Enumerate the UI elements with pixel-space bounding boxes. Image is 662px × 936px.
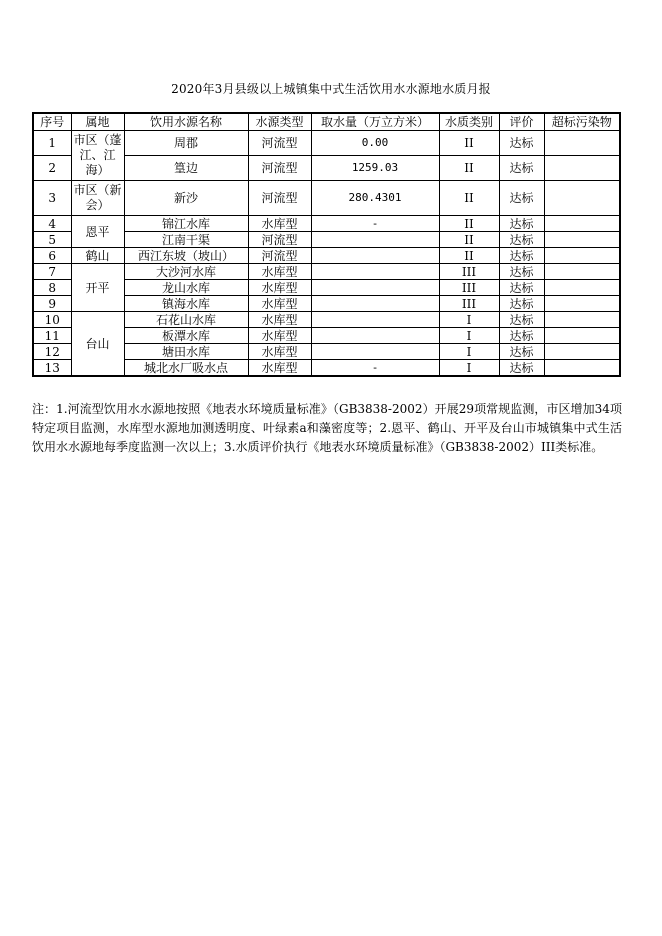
cell-pollutant: [544, 344, 620, 360]
cell-amount: [311, 264, 439, 280]
report-title: 2020年3月县级以上城镇集中式生活饮用水水源地水质月报: [171, 82, 491, 96]
cell-pollutant: [544, 280, 620, 296]
cell-type: 河流型: [248, 248, 311, 264]
cell-no: 6: [33, 248, 71, 264]
cell-name: 周郡: [124, 131, 248, 156]
cell-amount: [311, 296, 439, 312]
cell-type: 水库型: [248, 328, 311, 344]
cell-no: 2: [33, 156, 71, 181]
cell-eval: 达标: [499, 280, 544, 296]
cell-grade: II: [439, 156, 499, 181]
cell-no: 11: [33, 328, 71, 344]
cell-pollutant: [544, 232, 620, 248]
table-row: [33, 216, 620, 232]
table-row: [33, 181, 620, 216]
header-evaluation: 评价: [499, 113, 544, 131]
cell-no: 3: [33, 181, 71, 216]
cell-name: 西江东坡（坡山）: [124, 248, 248, 264]
footnote: 注：1.河流型饮用水水源地按照《地表水环境质量标准》（GB3838-2002）开展29项常规监测，市区增加34项特定项目监测，水库型水源地加测透明度、叶绿素a和藻密度等；2.恩平、鹤山、开平及台山市城镇集中式生活饮用水水源地每季度监测一次以上；3.水质评价执行《地表水环境质量标准》（GB3838-2002）III类标准。: [32, 402, 622, 454]
cell-region: 市区（蓬江、江海）: [71, 131, 124, 181]
table-row: [33, 131, 620, 156]
cell-grade: III: [439, 264, 499, 280]
cell-no: 8: [33, 280, 71, 296]
cell-name: 板潭水库: [124, 328, 248, 344]
cell-type: 河流型: [248, 181, 311, 216]
cell-name: 石花山水库: [124, 312, 248, 328]
cell-amount: -: [311, 216, 439, 232]
cell-region: 市区（新会）: [71, 181, 124, 216]
cell-amount: 280.4301: [311, 181, 439, 216]
cell-pollutant: [544, 156, 620, 181]
cell-type: 水库型: [248, 280, 311, 296]
cell-no: 7: [33, 264, 71, 280]
cell-name: 江南干渠: [124, 232, 248, 248]
cell-amount: [311, 312, 439, 328]
cell-type: 水库型: [248, 216, 311, 232]
cell-grade: II: [439, 181, 499, 216]
table-row: [33, 264, 620, 280]
cell-pollutant: [544, 312, 620, 328]
cell-eval: 达标: [499, 264, 544, 280]
cell-grade: III: [439, 296, 499, 312]
cell-eval: 达标: [499, 248, 544, 264]
cell-name: 锦江水库: [124, 216, 248, 232]
cell-amount: [311, 248, 439, 264]
cell-type: 河流型: [248, 131, 311, 156]
cell-grade: I: [439, 328, 499, 344]
cell-grade: II: [439, 248, 499, 264]
cell-amount: [311, 344, 439, 360]
cell-type: 水库型: [248, 360, 311, 377]
cell-type: 水库型: [248, 264, 311, 280]
cell-no: 10: [33, 312, 71, 328]
cell-name: 塘田水库: [124, 344, 248, 360]
cell-eval: 达标: [499, 131, 544, 156]
header-intake: 取水量（万立方米）: [311, 113, 439, 131]
cell-eval: 达标: [499, 216, 544, 232]
cell-no: 1: [33, 131, 71, 156]
cell-no: 5: [33, 232, 71, 248]
cell-region: 台山: [71, 312, 124, 377]
cell-no: 4: [33, 216, 71, 232]
cell-pollutant: [544, 328, 620, 344]
cell-grade: II: [439, 232, 499, 248]
cell-name: 龙山水库: [124, 280, 248, 296]
header-row: [33, 113, 620, 131]
cell-grade: I: [439, 344, 499, 360]
cell-eval: 达标: [499, 181, 544, 216]
header-source-type: 水源类型: [248, 113, 311, 131]
cell-eval: 达标: [499, 312, 544, 328]
cell-type: 水库型: [248, 296, 311, 312]
cell-pollutant: [544, 264, 620, 280]
header-region: 属地: [71, 113, 124, 131]
cell-name: 城北水厂吸水点: [124, 360, 248, 377]
cell-eval: 达标: [499, 232, 544, 248]
cell-pollutant: [544, 296, 620, 312]
cell-pollutant: [544, 360, 620, 377]
cell-eval: 达标: [499, 296, 544, 312]
cell-pollutant: [544, 216, 620, 232]
cell-no: 13: [33, 360, 71, 377]
cell-grade: II: [439, 216, 499, 232]
cell-region: 开平: [71, 264, 124, 312]
cell-amount: 1259.03: [311, 156, 439, 181]
table-row: [33, 248, 620, 264]
cell-amount: [311, 280, 439, 296]
cell-name: 大沙河水库: [124, 264, 248, 280]
cell-eval: 达标: [499, 156, 544, 181]
cell-pollutant: [544, 131, 620, 156]
cell-type: 河流型: [248, 232, 311, 248]
header-pollutant: 超标污染物: [544, 113, 620, 131]
cell-name: 镇海水库: [124, 296, 248, 312]
cell-name: 新沙: [124, 181, 248, 216]
cell-name: 篁边: [124, 156, 248, 181]
cell-amount: [311, 328, 439, 344]
cell-no: 9: [33, 296, 71, 312]
cell-no: 12: [33, 344, 71, 360]
cell-grade: I: [439, 360, 499, 377]
cell-grade: I: [439, 312, 499, 328]
header-source-name: 饮用水源名称: [124, 113, 248, 131]
cell-amount: -: [311, 360, 439, 377]
cell-grade: II: [439, 131, 499, 156]
cell-eval: 达标: [499, 344, 544, 360]
cell-amount: 0.00: [311, 131, 439, 156]
cell-type: 水库型: [248, 344, 311, 360]
table-row: [33, 312, 620, 328]
cell-pollutant: [544, 181, 620, 216]
cell-eval: 达标: [499, 360, 544, 377]
cell-eval: 达标: [499, 328, 544, 344]
cell-type: 水库型: [248, 312, 311, 328]
cell-grade: III: [439, 280, 499, 296]
cell-region: 恩平: [71, 216, 124, 248]
cell-pollutant: [544, 248, 620, 264]
header-no: 序号: [33, 113, 71, 131]
cell-region: 鹤山: [71, 248, 124, 264]
cell-amount: [311, 232, 439, 248]
header-grade: 水质类别: [439, 113, 499, 131]
water-quality-table: [32, 112, 621, 377]
cell-type: 河流型: [248, 156, 311, 181]
